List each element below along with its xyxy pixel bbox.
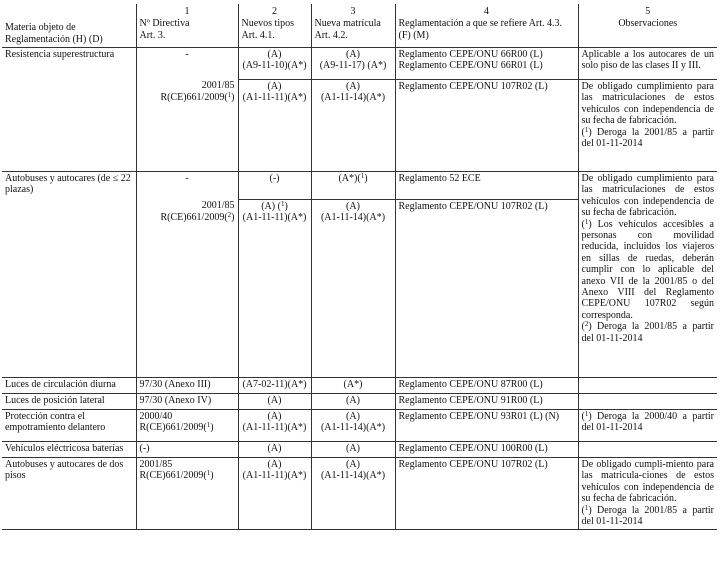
cell-line: Reglamento CEPE/ONU 66R01 (L) xyxy=(398,60,543,72)
reglamentacion-cell: Reglamento CEPE/ONU 87R00 (L) xyxy=(395,377,578,393)
cell-line: (A) xyxy=(267,410,282,422)
text: R(CE)661/2009( xyxy=(160,211,228,223)
nuevos-tipos-cell xyxy=(238,457,311,529)
observaciones-cell: Aplicable a los autocares de un solo piso de las clases II y III. xyxy=(578,47,717,79)
cell-line: 2000/40 xyxy=(139,410,173,422)
text: ) xyxy=(364,172,368,184)
header-nuevos-line2: Art. 4.1. xyxy=(241,29,275,41)
text: ) Deroga la 2000/40 a partir del 01-11-2014 xyxy=(581,410,714,434)
obs-paragraph xyxy=(582,505,715,528)
obs-paragraph xyxy=(582,321,715,344)
directiva-cell: (-) xyxy=(136,441,238,457)
text: ) xyxy=(210,422,214,434)
directiva-cell: 97/30 (Anexo IV) xyxy=(136,393,238,409)
cell-line: (A1-11-11)(A*) xyxy=(242,470,307,482)
column-number: 1 xyxy=(136,4,238,17)
cell-line: (A) xyxy=(346,410,360,422)
text: ( xyxy=(581,410,585,422)
text: (A*)( xyxy=(338,172,361,184)
column-number: 3 xyxy=(311,4,395,17)
table-row xyxy=(2,409,717,441)
obs-paragraph xyxy=(582,127,715,150)
footnote-mark: 1 xyxy=(584,217,589,226)
nueva-matricula-cell xyxy=(311,47,395,79)
obs-paragraph: De obligado cumpli-miento para las matricula-ciones de estos vehículos con independencia de su fecha de fabricación. xyxy=(581,458,714,505)
cell-line xyxy=(242,201,308,212)
header-nueva-line2: Art. 4.2. xyxy=(314,29,348,41)
row-materia: Vehículos eléctricosa baterías xyxy=(2,441,136,457)
cell-line: (A9-11-10)(A*) xyxy=(242,60,307,72)
nueva-matricula-cell xyxy=(311,171,395,199)
observaciones-cell xyxy=(578,171,717,377)
reglamentacion-cell xyxy=(395,47,578,79)
footnote-mark: 1 xyxy=(584,503,589,512)
nueva-matricula-cell: (A) xyxy=(311,441,395,457)
header-directiva-line2: Art. 3. xyxy=(139,29,166,41)
row-materia: Luces de circulación diurna xyxy=(2,377,136,393)
header-reglamentacion: Reglamentación a que se refiere Art. 4.3. (F) (M) xyxy=(395,17,578,47)
nuevos-tipos-cell xyxy=(238,199,311,377)
cell-line: (A1-11-11)(A*) xyxy=(242,212,307,224)
cell-line: (A) xyxy=(346,458,360,470)
directiva-cell xyxy=(136,79,238,171)
row-materia: Autobuses y autocares (de ≤ 22 plazas) xyxy=(2,171,136,377)
table-row xyxy=(2,393,717,409)
directiva-cell: - xyxy=(136,47,238,79)
cell-line xyxy=(140,212,235,223)
header-nuevos-line1: Nuevos tipos xyxy=(241,18,294,30)
text: R(CE)661/2009( xyxy=(139,470,207,482)
cell-line: (A) xyxy=(346,80,360,92)
header-nueva-line1: Nueva matrícula xyxy=(314,18,381,30)
column-number-row xyxy=(2,4,717,17)
footnote-mark: 1 xyxy=(584,125,589,134)
column-number: 5 xyxy=(578,4,717,17)
row-materia: Protección contra el empotramiento delantero xyxy=(2,409,136,441)
regulation-table xyxy=(2,4,717,530)
table-row xyxy=(2,377,717,393)
directiva-cell xyxy=(136,199,238,377)
nuevos-tipos-cell: (A) xyxy=(238,441,311,457)
nuevos-tipos-cell xyxy=(238,79,311,171)
text: ) xyxy=(210,470,214,482)
nueva-matricula-cell: (A) xyxy=(311,393,395,409)
header-observaciones: Observaciones xyxy=(578,17,717,47)
text: ( xyxy=(581,504,585,516)
text: ( xyxy=(581,218,585,230)
cell-line xyxy=(140,470,235,481)
obs-paragraph: De obligado cumplimiento para las matriculaciones de estos vehículos con independencia de su fecha de fabricación. xyxy=(581,172,714,219)
cell-line: (A9-11-17) (A*) xyxy=(319,60,387,72)
cell-line: 2001/85 xyxy=(201,200,235,212)
text: ) Deroga la 2001/85 a partir del 01-11-2014 xyxy=(581,504,714,527)
nuevos-tipos-cell: (A7-02-11)(A*) xyxy=(238,377,311,393)
directiva-cell xyxy=(136,409,238,441)
footnote-mark: 1 xyxy=(227,90,232,99)
header-directiva xyxy=(136,17,238,47)
cell-line: (A1-11-11)(A*) xyxy=(242,422,307,434)
nuevos-tipos-cell: (A) xyxy=(238,393,311,409)
cell-line: (A) xyxy=(346,48,360,60)
row-materia: Autobuses y autocares de dos pisos xyxy=(2,457,136,529)
text: ) Los vehículos accesibles a personas con movilidad reducida, incluidos los viajeros en sillas de ruedas, deberán cumplir con lo aplicable del anexo VII de la 2001/85 o del Anexo VIII del Reglamento CEPE/ONU 107R02 según corresponda. xyxy=(581,218,714,321)
text: ) xyxy=(231,211,235,223)
footnote-mark: 1 xyxy=(360,171,365,180)
column-number: 4 xyxy=(395,4,578,17)
reglamentacion-cell: Reglamento CEPE/ONU 91R00 (L) xyxy=(395,393,578,409)
text: ) Deroga la 2001/85 a partir del 01-11-2014 xyxy=(581,321,714,344)
observaciones-cell xyxy=(578,377,717,393)
header-nuevos-tipos xyxy=(238,17,311,47)
footnote-mark: 1 xyxy=(584,409,589,418)
text: ) xyxy=(284,200,288,212)
cell-line: (A1-11-11)(A*) xyxy=(242,92,307,104)
nueva-matricula-cell: (A*) xyxy=(311,377,395,393)
observaciones-cell xyxy=(578,79,717,171)
footnote-mark: 1 xyxy=(206,421,211,430)
text: (A) ( xyxy=(261,200,281,212)
cell-line xyxy=(140,92,235,103)
text: R(CE)661/2009( xyxy=(139,422,207,434)
nueva-matricula-cell xyxy=(311,79,395,171)
obs-paragraph: De obligado cumplimiento para las matriculaciones de estos vehículos con independencia de su fecha de fabricación. xyxy=(581,80,714,127)
column-number-blank xyxy=(2,4,136,17)
text: ) xyxy=(231,91,235,103)
text: ) Deroga la 2001/85 a partir del 01-11-2014 xyxy=(581,126,714,149)
cell-line: 2001/85 xyxy=(201,80,235,92)
table-row xyxy=(2,457,717,529)
cell-line: (A1-11-14)(A*) xyxy=(320,470,386,482)
table-row xyxy=(2,47,717,79)
reglamentacion-cell: Reglamento CEPE/ONU 107R02 (L) xyxy=(395,199,578,377)
reglamentacion-cell: Reglamento CEPE/ONU 93R01 (L) (N) xyxy=(395,409,578,441)
nueva-matricula-cell xyxy=(311,409,395,441)
header-directiva-line1: Nº Directiva xyxy=(139,18,190,30)
observaciones-cell xyxy=(578,393,717,409)
nueva-matricula-cell xyxy=(311,457,395,529)
observaciones-cell xyxy=(578,457,717,529)
directiva-cell: 97/30 (Anexo III) xyxy=(136,377,238,393)
nuevos-tipos-cell: (-) xyxy=(238,171,311,199)
reglamentacion-cell: Reglamento CEPE/ONU 100R00 (L) xyxy=(395,441,578,457)
footnote-mark: 1 xyxy=(206,469,211,478)
reglamentacion-cell: Reglamento CEPE/ONU 107R02 (L) xyxy=(395,457,578,529)
footnote-mark: 1 xyxy=(280,199,285,208)
nuevos-tipos-cell xyxy=(238,409,311,441)
row-materia: Resistencia superestructura xyxy=(2,47,136,171)
directiva-cell xyxy=(136,457,238,529)
observaciones-cell xyxy=(578,441,717,457)
reglamentacion-cell: Reglamento CEPE/ONU 107R02 (L) xyxy=(395,79,578,171)
cell-line xyxy=(140,422,235,433)
cell-line: (A1-11-14)(A*) xyxy=(320,212,386,224)
column-number: 2 xyxy=(238,4,311,17)
header-row xyxy=(2,17,717,47)
obs-paragraph xyxy=(582,219,715,322)
cell-line: (A) xyxy=(267,458,282,470)
text: ( xyxy=(581,126,585,138)
cell-line: (A) xyxy=(267,80,282,92)
header-nueva-matricula xyxy=(311,17,395,47)
table-row xyxy=(2,441,717,457)
table-row xyxy=(2,171,717,199)
reglamentacion-cell: Reglamento 52 ECE xyxy=(395,171,578,199)
cell-line: (A1-11-14)(A*) xyxy=(320,422,386,434)
cell-line: (A) xyxy=(267,48,282,60)
cell-line: Reglamento CEPE/ONU 66R00 (L) xyxy=(398,48,543,60)
header-materia: Materia objeto de Reglamentación (H) (D) xyxy=(2,17,136,47)
row-materia: Luces de posición lateral xyxy=(2,393,136,409)
nuevos-tipos-cell xyxy=(238,47,311,79)
observaciones-cell xyxy=(578,409,717,441)
cell-line: (A) xyxy=(346,200,360,212)
cell-line: 2001/85 xyxy=(139,458,173,470)
text: R(CE)661/2009( xyxy=(160,91,228,103)
cell-line: (A1-11-14)(A*) xyxy=(320,92,386,104)
directiva-cell: - xyxy=(136,171,238,199)
text: ( xyxy=(581,321,585,333)
footnote-mark: 2 xyxy=(584,320,589,329)
footnote-mark: 2 xyxy=(227,210,232,219)
nueva-matricula-cell xyxy=(311,199,395,377)
